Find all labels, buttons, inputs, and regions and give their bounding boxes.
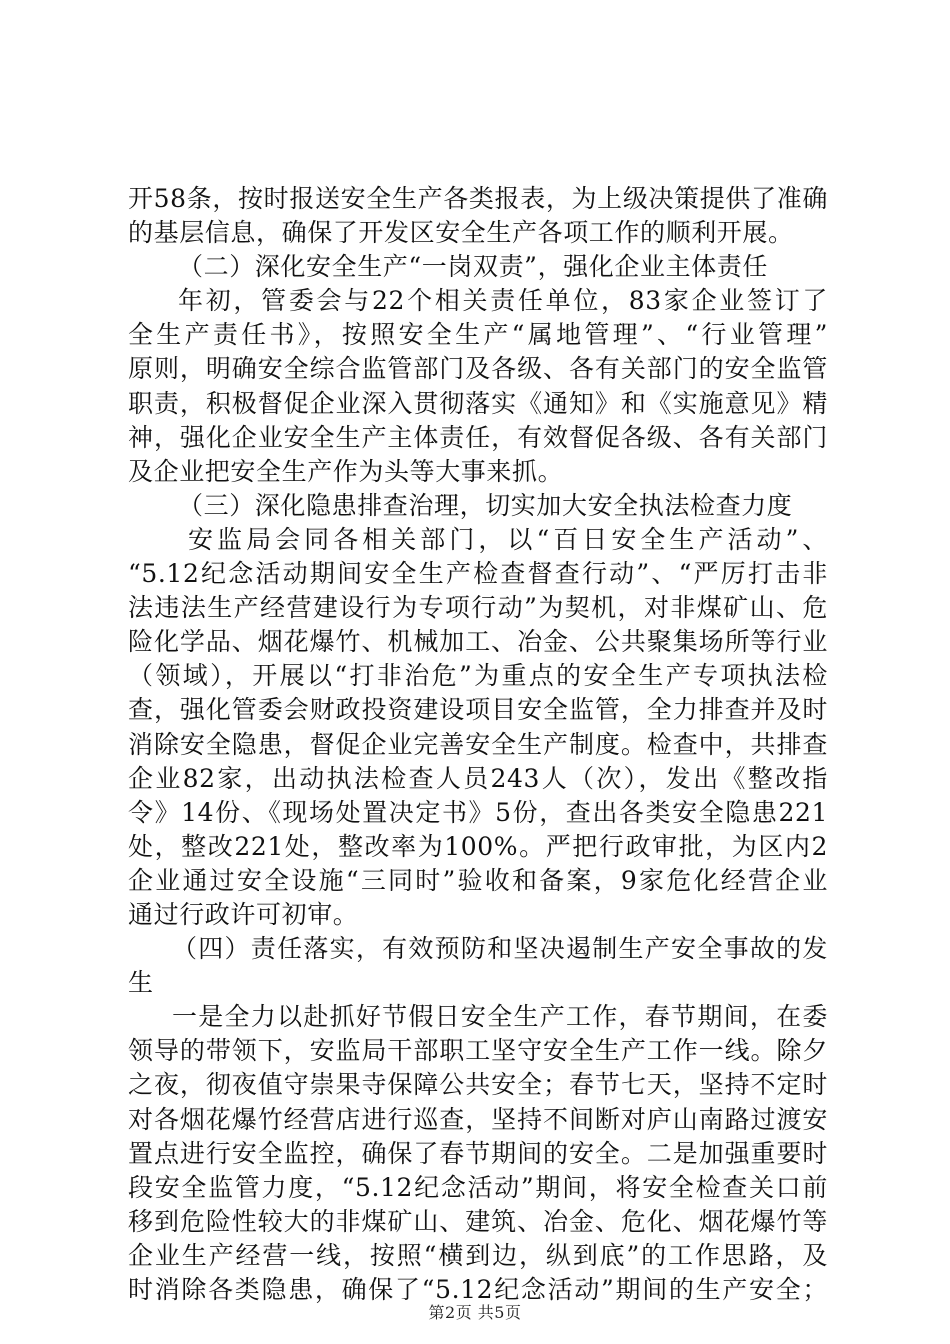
- document-body: [128, 182, 828, 1307]
- text-line: 置点进行安全监控，确保了春节期间的安全。二是加强重要时: [128, 1138, 828, 1168]
- text-line: 段安全监管力度，“5.12纪念活动”期间，将安全检查关口前: [128, 1172, 828, 1202]
- text-line: 法违法生产经营建设行为专项行动”为契机，对非煤矿山、危: [128, 593, 828, 623]
- text-line: “5.12纪念活动期间安全生产检查督查行动”、“严厉打击非: [128, 559, 828, 589]
- text-line: 安监局会同各相关部门，以“百日安全生产活动”、: [188, 524, 828, 554]
- text-line: 处，整改221处，整改率为100%。严把行政审批，为区内2: [128, 831, 828, 861]
- text-line: 企业生产经营一线，按照“横到边，纵到底”的工作思路，及: [128, 1240, 828, 1270]
- text-line: 领导的带领下，安监局干部职工坚守安全生产工作一线。除夕: [128, 1036, 828, 1066]
- page-number: 第2页 共5页: [428, 1303, 522, 1322]
- text-line: 及企业把安全生产作为头等大事来抓。: [128, 456, 564, 486]
- text-line: 令》14份、《现场处置决定书》5份，查出各类安全隐患221: [128, 797, 828, 827]
- text-line: 企业82家，出动执法检查人员243人（次），发出《整改指: [128, 763, 828, 793]
- text-line: 神，强化企业安全生产主体责任，有效督促各级、各有关部门: [128, 422, 828, 452]
- text-line: 险化学品、烟花爆竹、机械加工、冶金、公共聚集场所等行业: [128, 627, 828, 657]
- section-heading: （三）深化隐患排查治理，切实加大安全执法检查力度: [178, 490, 793, 520]
- text-line: 移到危险性较大的非煤矿山、建筑、冶金、危化、烟花爆竹等: [128, 1206, 828, 1236]
- text-line: 对各烟花爆竹经营店进行巡查，坚持不间断对庐山南路过渡安: [128, 1104, 828, 1134]
- text-line: 全生产责任书》，按照安全生产“属地管理”、“行业管理”: [128, 320, 828, 350]
- text-line: （领域），开展以“打非治危”为重点的安全生产专项执法检: [128, 661, 828, 691]
- section-heading: （二）深化安全生产“一岗双责”，强化企业主体责任: [178, 252, 768, 282]
- text-line: 查，强化管委会财政投资建设项目安全监管，全力排查并及时: [128, 695, 828, 725]
- text-line: 一是全力以赴抓好节假日安全生产工作，春节期间，在委: [172, 1002, 828, 1032]
- text-line: 之夜，彻夜值守崇果寺保障公共安全；春节七天，坚持不定时: [128, 1070, 828, 1100]
- section-heading: （四）责任落实，有效预防和坚决遏制生产安全事故的发: [172, 934, 828, 964]
- text-line: 消除安全隐患，督促企业完善安全生产制度。检查中，共排查: [128, 729, 828, 759]
- section-heading: 生: [128, 968, 154, 998]
- text-line: 开58条，按时报送安全生产各类报表，为上级决策提供了准确: [128, 184, 828, 213]
- text-line: 时消除各类隐患，确保了“5.12纪念活动”期间的生产安全；: [128, 1275, 828, 1304]
- text-line: 年初，管委会与22个相关责任单位，83家企业签订了: [178, 286, 828, 316]
- text-line: 企业通过安全设施“三同时”验收和备案，9家危化经营企业: [128, 865, 828, 895]
- text-line: 职责，积极督促企业深入贯彻落实《通知》和《实施意见》精: [128, 388, 828, 418]
- text-line: 原则，明确安全综合监管部门及各级、各有关部门的安全监管: [128, 354, 828, 384]
- text-line: 通过行政许可初审。: [128, 899, 359, 929]
- text-line: 的基层信息，确保了开发区安全生产各项工作的顺利开展。: [128, 218, 794, 248]
